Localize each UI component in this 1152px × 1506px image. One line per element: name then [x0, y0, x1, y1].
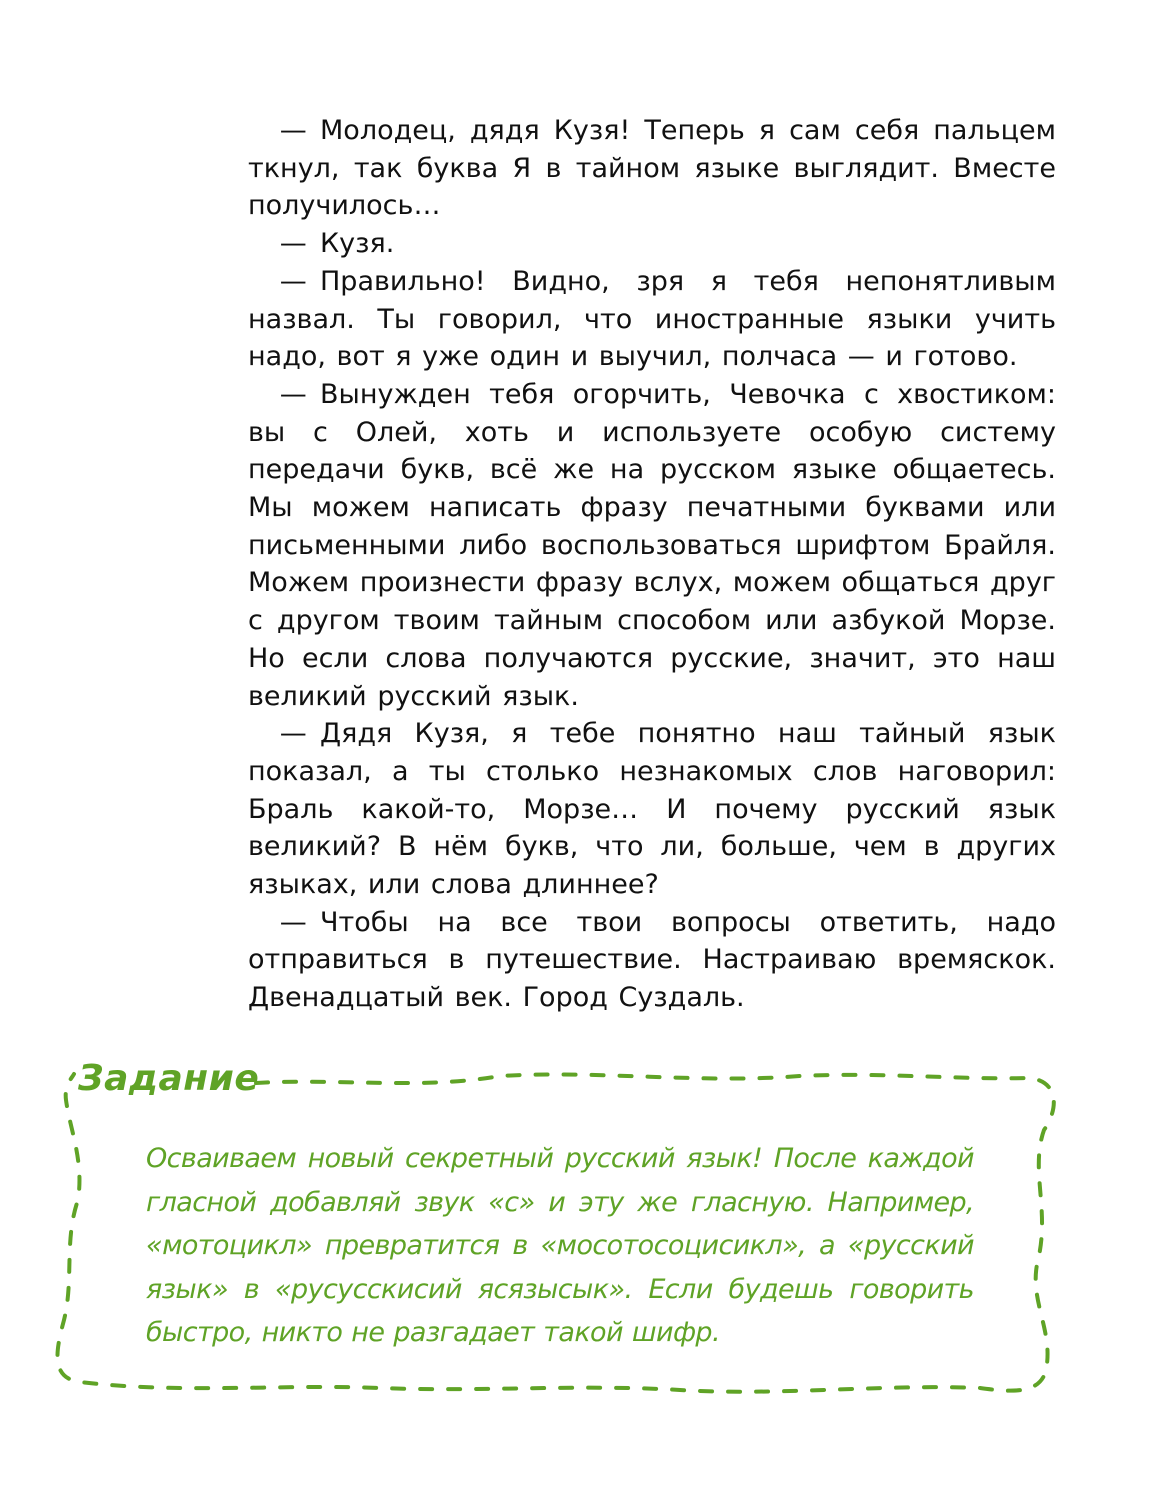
- dialogue-dash: —: [279, 378, 307, 410]
- dialogue-dash: —: [279, 906, 307, 938]
- story-paragraph: [248, 263, 1056, 376]
- dialogue-dash: —: [279, 228, 307, 260]
- paragraph-text: Правильно! Видно, зря я тебя непонятливым назвал. Ты говорил, что иностранные языки учить надо, вот я уже один и выучил, полчаса — и готово.: [248, 265, 1056, 373]
- paragraph-text: Молодец, дядя Кузя! Теперь я сам себя пальцем ткнул, так буква Я в тайном языке выглядит. Вместе получилось…: [248, 115, 1056, 222]
- task-text: Осваиваем новый секретный русский язык! После каждой гласной добавляй звук «с» и эту же гласную. Например, «мотоцикл» превратится в «мосотосоцисикл», а «русский язык» в «русусскисий ясязысык». Если будешь говорить быстро, никто не разгадает такой шифр.: [146, 1143, 974, 1348]
- story-paragraph: [248, 715, 1056, 904]
- dialogue-dash: —: [279, 115, 307, 146]
- story-paragraph: [248, 376, 1056, 715]
- task-title: Задание: [78, 1058, 260, 1099]
- paragraph-text: Чтобы на все твои вопросы ответить, надо отправиться в путешествие. Настраиваю времяскок. Двенадцатый век. Город Суздаль.: [248, 906, 1056, 1014]
- dialogue-dash: —: [279, 718, 307, 750]
- paragraph-text: Вынужден тебя огорчить, Чевочка с хвостиком: вы с Олей, хоть и используете особую систему передачи букв, всё же на русском языке общаетесь. Мы можем написать фразу печатными буквами или письменными либо воспользоваться шрифтом Брайля. Можем произнести фразу вслух, можем общаться друг с другом твоим тайным способом или азбукой Морзе. Но если слова получаются русские, значит, это наш великий русский язык.: [248, 378, 1056, 712]
- story-paragraph: [248, 225, 1056, 263]
- story-paragraph: [248, 904, 1056, 1017]
- dialogue-dash: —: [279, 265, 307, 297]
- story-text: [248, 112, 1056, 1017]
- paragraph-text: Дядя Кузя, я тебе понятно наш тайный язык показал, а ты столько незнакомых слов наговорил: Браль какой-то, Морзе… И почему русский язык великий? В нём букв, что ли, больше, чем в других языках, или слова длиннее?: [248, 718, 1056, 901]
- story-paragraph: [248, 112, 1056, 225]
- paragraph-text: Кузя.: [320, 228, 395, 260]
